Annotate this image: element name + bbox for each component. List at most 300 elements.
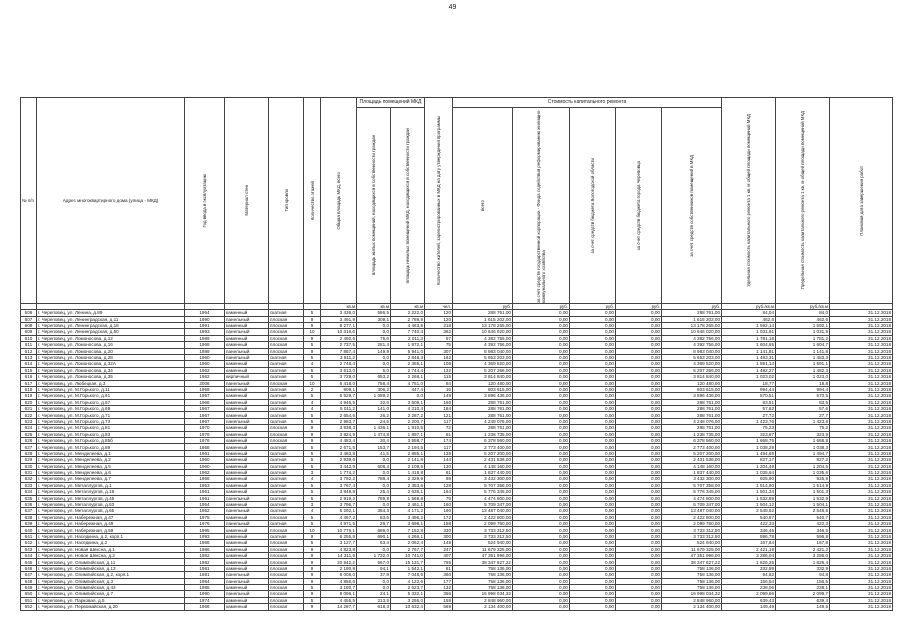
cell-address: г. Череповец, ул. Любецкая, д.3 [37,380,185,386]
cell-cost-owners: 8 983 040,00 [662,348,722,354]
cell-row-number: 638 [21,514,37,520]
cell-roof-type: скатная [269,457,304,463]
cell-cost-region: 0,00 [570,329,616,335]
cell-floors: 5 [304,514,321,520]
cell-total-area: 4 455,5 [321,597,357,603]
cell-cost-owners: 4 392 756,00 [662,342,722,348]
cell-floors: 4 [304,406,321,412]
cell-cost-region: 0,00 [570,546,616,552]
cell-nonresidential-area: 4 122,6 [391,578,425,584]
cell-cost-fund: 0,00 [513,348,570,354]
cell-row-number: 633 [21,482,37,488]
cell-year: 1993 [185,533,225,539]
cell-unit-cost: 570,51 [722,393,776,399]
cell-year: 1981 [185,565,225,571]
cell-cost-region: 0,00 [570,495,616,501]
cell-cost-total: 38 347 627,22 [453,559,513,565]
cell-year: 1957 [185,393,225,399]
cell-cost-owners: 5 653 203,00 [662,354,722,360]
cell-max-unit-cost: 1 483,3 [776,354,830,360]
cell-floors: 9 [304,553,321,559]
cell-completion-date: 31.12.2018 [830,546,893,552]
cell-cost-total: 803 615,00 [453,386,513,392]
cell-completion-date: 31.12.2018 [830,489,893,495]
cell-unit-cost: 1 204,49 [722,463,776,469]
cell-nonresidential-area: 3 509,1 [391,399,425,405]
cell-roof-type: плоская [269,431,304,437]
cell-year: 1968 [185,342,225,348]
cell-floors: 5 [304,450,321,456]
cell-total-area: 6 418,0 [321,380,357,386]
cell-residential-area: 789,8 [357,495,391,501]
cell-year: 1966 [185,399,225,405]
cell-year: 1953 [185,482,225,488]
cell-unit-cost: 1 514,90 [722,482,776,488]
cell-row-number: 618 [21,386,37,392]
cell-max-unit-cost: 94,8 [776,572,830,578]
cell-cost-total: 2 848 960,00 [453,597,513,603]
cell-max-unit-cost: 462,6 [776,316,830,322]
cell-cost-owners: 5 207 266,00 [662,367,722,373]
cell-wall-material: панельный [225,348,269,354]
cell-residential-area: 41,5 [357,450,391,456]
cell-roof-type: скатная [269,367,304,373]
cell-wall-material: каменный [225,322,269,328]
cell-cost-owners: 13 178 265,00 [662,322,722,328]
cell-roof-type: скатная [269,406,304,412]
cell-residential-area: 25,4 [357,489,391,495]
cell-address: г. Череповец, ул. М.Горького, д.69 [37,406,185,412]
cell-roof-type: скатная [269,354,304,360]
cell-cost-fund: 0,00 [513,380,570,386]
cell-roof-type: плоская [269,514,304,520]
cell-total-area: 2 983,7 [321,418,357,424]
cell-wall-material: панельный [225,418,269,424]
cell-address: г. Череповец, ул. Наседкина, д.2, корп.1 [37,533,185,539]
cell-row-number: 619 [21,393,37,399]
cell-cost-fund: 0,00 [513,553,570,559]
cell-cost-city: 0,00 [616,316,662,322]
cell-residential-area: 586,5 [357,310,391,316]
cell-total-area: 2 671,5 [321,444,357,450]
cell-cost-city: 0,00 [616,342,662,348]
cell-total-area: 8 277,1 [321,322,357,328]
cell-address: г. Череповец, ул. Менделеева, д.5 [37,463,185,469]
cell-residents: 132 [425,367,453,373]
cell-nonresidential-area: 2 141,8 [391,457,425,463]
cell-cost-region: 0,00 [570,508,616,514]
cell-max-unit-cost: 1 501,3 [776,489,830,495]
cell-year: 1966 [185,604,225,610]
cell-completion-date: 31.12.2018 [830,406,893,412]
cell-row-number: 630 [21,463,37,469]
cell-floors: 5 [304,495,321,501]
cell-wall-material: панельный [225,316,269,322]
cell-floors: 5 [304,585,321,591]
cell-cost-owners: 5 776 345,00 [662,489,722,495]
cell-cost-total: 4 148 160,00 [453,463,513,469]
cell-nonresidential-area: 4 171,2 [391,508,425,514]
cell-cost-total: 5 653 203,00 [453,354,513,360]
cell-residents: 407 [425,553,453,559]
cell-residents: 190 [425,508,453,514]
cell-roof-type: скатная [269,501,304,507]
cell-residents: 149 [425,393,453,399]
cell-floors: 5 [304,354,321,360]
cell-unit-cost: 18,77 [722,380,776,386]
cell-max-unit-cost: 1 494,7 [776,450,830,456]
cell-cost-fund: 0,00 [513,322,570,328]
cell-cost-region: 0,00 [570,418,616,424]
col-header-unit-cost: Удельная стоимость капитального ремонта 1 кв. м общей площади помещений МКД [722,98,776,304]
cell-wall-material: каменный [225,406,269,412]
cell-cost-region: 0,00 [570,380,616,386]
unit-label: кв.м [321,304,357,310]
cell-cost-owners: 288 761,00 [662,406,722,412]
cell-residential-area: 567,0 [357,559,391,565]
cell-residents: 247 [425,546,453,552]
cell-cost-city: 0,00 [616,585,662,591]
cell-total-area: 3 796,7 [321,501,357,507]
cell-address: г. Череповец, ул. М.Горького, д.11 [37,386,185,392]
cell-unit-cost: 1 504,12 [722,501,776,507]
cell-cost-owners: 803 615,00 [662,386,722,392]
cell-cost-city: 0,00 [616,450,662,456]
cell-total-area: 8 096,1 [321,591,357,597]
cell-cost-city: 0,00 [616,527,662,533]
cell-cost-fund: 0,00 [513,527,570,533]
cell-cost-city: 0,00 [616,476,662,482]
cell-roof-type: плоская [269,316,304,322]
cell-residential-area: 5,0 [357,367,391,373]
cell-address: г. Череповец, ул. Менделеева, д.2 [37,457,185,463]
unit-label: руб. [513,304,570,310]
cell-roof-type: скатная [269,444,304,450]
cell-residents: 158 [425,597,453,603]
cell-max-unit-cost: 1 482,3 [776,367,830,373]
cell-year: 1986 [185,540,225,546]
cell-row-number: 615 [21,367,37,373]
cell-wall-material: каменный [225,335,269,341]
cell-cost-fund: 0,00 [513,406,570,412]
cell-completion-date: 31.12.2018 [830,604,893,610]
cell-cost-region: 0,00 [570,463,616,469]
cell-total-area: 4 971,5 [321,521,357,527]
cell-residents: 139 [425,450,453,456]
cell-floors: 4 [304,508,321,514]
cell-wall-material: каменный [225,367,269,373]
cell-cost-owners: 5 707 358,00 [662,482,722,488]
cell-residents: 360 [425,572,453,578]
cell-cost-owners: 4 474 800,00 [662,495,722,501]
cell-cost-city: 0,00 [616,572,662,578]
cell-residents: 132 [425,585,453,591]
cell-residents: 120 [425,316,453,322]
cell-year: 1989 [185,335,225,341]
cell-total-area: 3 811,2 [321,354,357,360]
cell-address: г. Череповец, ул. Новая Шексна, д.1 [37,546,185,552]
col-header-address: Адрес многоквартирного дома (улица - МКД) [37,98,185,304]
cell-cost-region: 0,00 [570,354,616,360]
cell-floors: 9 [304,431,321,437]
cell-year: 1962 [185,374,225,380]
cell-cost-owners: 4 369 520,00 [662,361,722,367]
cell-total-area: 1 774,2 [321,469,357,475]
cell-nonresidential-area: 2 355,1 [391,361,425,367]
cell-cost-owners: 288 761,00 [662,310,722,316]
cell-completion-date: 31.12.2018 [830,316,893,322]
cell-cost-owners: 3 733 312,50 [662,527,722,533]
cell-wall-material: каменный [225,457,269,463]
cell-floors: 5 [304,597,321,603]
cell-year: 1960 [185,361,225,367]
cell-unit-cost: 75,23 [722,425,776,431]
cell-cost-region: 0,00 [570,533,616,539]
cell-year: 1993 [185,329,225,335]
cell-residential-area: 29,7 [357,521,391,527]
cell-row-number: 641 [21,533,37,539]
cell-residential-area: 1 732,0 [357,553,391,559]
cell-total-area: 3 180,7 [321,585,357,591]
cell-max-unit-cost: 238,1 [776,585,830,591]
cell-max-unit-cost: 1 204,5 [776,463,830,469]
cell-max-unit-cost: 1 038,3 [776,444,830,450]
cell-cost-fund: 0,00 [513,393,570,399]
cell-unit-cost: 1 482,27 [722,367,776,373]
cell-cost-owners: 2 422 800,00 [662,514,722,520]
cell-residents: 148 [425,540,453,546]
cell-address: г. Череповец, ул. М.Горького, д.71 [37,412,185,418]
cell-cost-city: 0,00 [616,604,662,610]
unit-label: кв.м [391,304,425,310]
cell-residents: 300 [425,533,453,539]
cell-year: 1974 [185,597,225,603]
cell-cost-city: 0,00 [616,521,662,527]
cell-wall-material: каменный [225,501,269,507]
cell-year: 1985 [185,585,225,591]
cell-year: 1960 [185,463,225,469]
cell-total-area: 6 255,8 [321,533,357,539]
cell-row-number: 632 [21,476,37,482]
cell-cost-fund: 0,00 [513,495,570,501]
cell-total-area: 3 824,9 [321,431,357,437]
cell-cost-fund: 0,00 [513,335,570,341]
cell-max-unit-cost: 1 781,2 [776,335,830,341]
cell-roof-type: скатная [269,412,304,418]
unit-label: руб. [570,304,616,310]
cell-floors: 9 [304,591,321,597]
cell-residents: 160 [425,501,453,507]
cell-address: г. Череповец, ул. Ломоносова, д.16 [37,342,185,348]
cell-residential-area: 0,0 [357,585,391,591]
cell-cost-fund: 0,00 [513,469,570,475]
cell-nonresidential-area: 1 897,1 [391,431,425,437]
cell-max-unit-cost: 3 286,0 [776,553,830,559]
cell-cost-fund: 0,00 [513,438,570,444]
cell-max-unit-cost: 1 592,1 [776,322,830,328]
cell-residential-area: 26,2 [357,412,391,418]
col-header-num: № п/п [21,98,37,304]
cell-roof-type: плоская [269,335,304,341]
cell-cost-city: 0,00 [616,533,662,539]
cell-year: 1982 [185,553,225,559]
cell-nonresidential-area: 4 266,1 [391,533,425,539]
cell-address: г. Череповец, ул. Наседкина, д.2 [37,540,185,546]
cell-cost-city: 0,00 [616,348,662,354]
cell-cost-fund: 0,00 [513,463,570,469]
cell-cost-fund: 0,00 [513,450,570,456]
cell-row-number: 642 [21,540,37,546]
cell-roof-type: скатная [269,476,304,482]
cell-completion-date: 31.12.2018 [830,482,893,488]
col-header-completion-date: Плановая дата завершения работ [830,98,893,304]
cell-max-unit-cost: 27,7 [776,412,830,418]
table-body [21,310,893,610]
cell-wall-material: каменный [225,585,269,591]
cell-row-number: 609 [21,329,37,335]
cell-cost-region: 0,00 [570,322,616,328]
cell-roof-type: плоская [269,540,304,546]
cell-cost-city: 0,00 [616,406,662,412]
cell-unit-cost: 925,90 [722,476,776,482]
cell-year: 1984 [185,578,225,584]
cell-nonresidential-area: 10 632,4 [391,604,425,610]
cell-completion-date: 31.12.2018 [830,533,893,539]
cell-total-area: 5 011,2 [321,406,357,412]
cell-address: г. Череповец, ул. Олимпийская, д.13 [37,565,185,571]
cell-cost-total: 5 707 358,00 [453,482,513,488]
cell-max-unit-cost: 2 421,2 [776,546,830,552]
cell-total-area: 3 849,8 [321,489,357,495]
cell-residential-area: 0,0 [357,329,391,335]
cell-total-area: 2 460,6 [321,335,357,341]
cell-unit-cost: 156,54 [722,578,776,584]
cell-roof-type: плоская [269,438,304,444]
cell-total-area: 4 946,5 [321,399,357,405]
cell-wall-material: каменный [225,342,269,348]
cell-unit-cost: 332,89 [722,565,776,571]
cell-year: 1990 [185,591,225,597]
cell-residential-area: 24,1 [357,591,391,597]
cell-floors: 3 [304,501,321,507]
col-header-cost-city: за счет средств бюджета города Череповца [616,108,662,304]
cell-address: г. Череповец, ул. Металлургов, д.1 [37,482,185,488]
cell-residential-area: 63,4 [357,540,391,546]
cell-cost-owners: 5 207 200,00 [662,450,722,456]
cell-address: г. Череповец, ул. Олимпийская, д.7 [37,591,185,597]
cell-total-area: 3 443,9 [321,463,357,469]
cell-cost-region: 0,00 [570,540,616,546]
cell-nonresidential-area: 4 210,4 [391,406,425,412]
cell-unit-cost: 1 532,89 [722,495,776,501]
cell-address: г. Череповец, ул. Ломоносова, д.20 [37,348,185,354]
cell-cost-total: 758 136,00 [453,585,513,591]
cell-cost-total: 5 709 347,00 [453,501,513,507]
cell-floors: 9 [304,604,321,610]
cell-wall-material: каменный [225,482,269,488]
cell-cost-total: 3 733 312,50 [453,527,513,533]
cell-unit-cost: 1 604,65 [722,342,776,348]
cell-nonresidential-area: 2 222,0 [391,310,425,316]
cell-row-number: 620 [21,399,37,405]
cell-residents: 569 [425,604,453,610]
cell-max-unit-cost: 84,0 [776,310,830,316]
cell-total-area: 808,1 [321,386,357,392]
cell-floors: 5 [304,482,321,488]
cell-wall-material: каменный [225,393,269,399]
cell-cost-total: 8 983 040,00 [453,348,513,354]
cell-cost-owners: 38 347 627,22 [662,559,722,565]
cell-residential-area: 0,0 [357,546,391,552]
cell-cost-region: 0,00 [570,585,616,591]
cell-unit-cost: 1 668,75 [722,438,776,444]
cell-cost-fund: 0,00 [513,604,570,610]
cell-nonresidential-area: 5 332,1 [391,591,425,597]
cell-unit-cost: 1 483,31 [722,354,776,360]
cell-address: г. Череповец, ул. Ленинградская, д.50 [37,329,185,335]
cell-cost-fund: 0,00 [513,399,570,405]
cell-floors: 5 [304,463,321,469]
cell-cost-owners: 16 998 034,32 [662,591,722,597]
cell-address: г. Череповец, ул. Ленинградская, д.18 [37,322,185,328]
cell-cost-city: 0,00 [616,565,662,571]
cell-year: 1982 [185,559,225,565]
cell-cost-city: 0,00 [616,578,662,584]
cell-cost-city: 0,00 [616,361,662,367]
cell-max-unit-cost: 18,8 [776,380,830,386]
cell-completion-date: 31.12.2018 [830,463,893,469]
cell-completion-date: 31.12.2018 [830,380,893,386]
cell-max-unit-cost: 1 532,9 [776,495,830,501]
cell-completion-date: 31.12.2018 [830,476,893,482]
cell-floors: 5 [304,367,321,373]
cell-row-number: 639 [21,521,37,527]
cell-completion-date: 31.12.2018 [830,431,893,437]
cell-cost-total: 288 761,00 [453,406,513,412]
cell-residential-area: 0,0 [357,322,391,328]
cell-completion-date: 31.12.2018 [830,585,893,591]
cell-cost-region: 0,00 [570,367,616,373]
cell-cost-region: 0,00 [570,450,616,456]
cell-total-area: 2 654,6 [321,412,357,418]
cell-residents: 121 [425,412,453,418]
cell-year: 1995 [185,527,225,533]
cell-cost-owners: 3 896 436,00 [662,393,722,399]
cell-floors: 9 [304,546,321,552]
cell-address: г. Череповец, ул. Олимпийская, д.11 [37,559,185,565]
cell-residential-area: 309,1 [357,316,391,322]
cell-residential-area: 0,0 [357,469,391,475]
cell-row-number: 646 [21,565,37,571]
cell-residents: 765 [425,559,453,565]
cell-completion-date: 31.12.2018 [830,354,893,360]
cell-max-unit-cost: 2 548,5 [776,508,830,514]
cell-roof-type: плоская [269,342,304,348]
cell-cost-fund: 0,00 [513,342,570,348]
cell-cost-total: 13 487 040,00 [453,508,513,514]
cell-nonresidential-area: 10 741,0 [391,553,425,559]
cell-wall-material: каменный [225,533,269,539]
cell-roof-type: скатная [269,374,304,380]
cell-row-number: 616 [21,374,37,380]
cell-floors: 9 [304,533,321,539]
cell-cost-city: 0,00 [616,463,662,469]
cell-cost-total: 288 761,00 [453,412,513,418]
cell-total-area: 3 838,3 [321,425,357,431]
cell-row-number: 625 [21,431,37,437]
cell-cost-owners: 13 487 040,00 [662,508,722,514]
cell-completion-date: 31.12.2018 [830,565,893,571]
